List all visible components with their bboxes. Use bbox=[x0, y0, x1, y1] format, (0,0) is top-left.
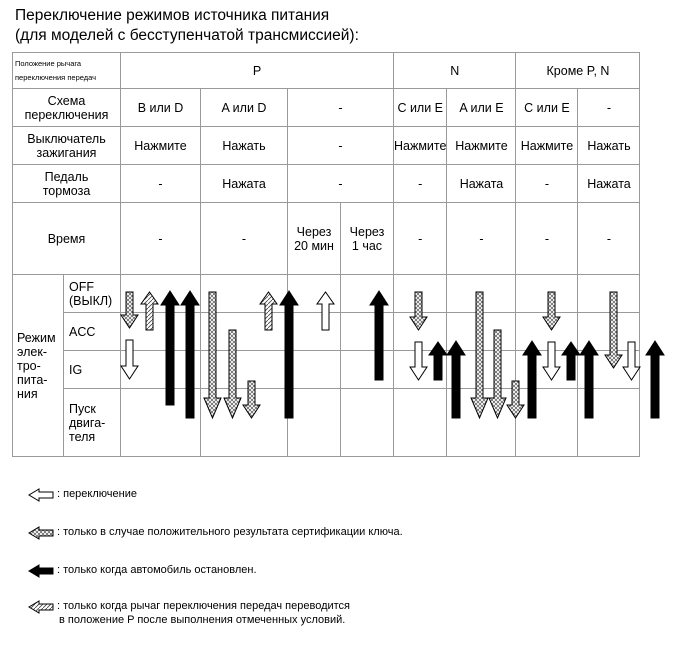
scheme-cell: A или D bbox=[201, 89, 288, 127]
brake-row bbox=[13, 165, 640, 203]
power-mode-label-2: элек- bbox=[17, 344, 47, 359]
scheme-cell: C или E bbox=[394, 89, 447, 127]
scheme-cell: - bbox=[578, 89, 640, 127]
power-mode-label bbox=[13, 275, 64, 457]
brake-label bbox=[13, 165, 121, 203]
header-row bbox=[13, 53, 640, 89]
power-mode-label-4: пита- bbox=[17, 372, 48, 387]
brake-cell: Нажата bbox=[201, 165, 288, 203]
mode-start-row bbox=[13, 389, 640, 457]
mode-ig: IG bbox=[64, 351, 121, 389]
ignition-label bbox=[13, 127, 121, 165]
scheme-cell: - bbox=[288, 89, 394, 127]
mode-off-line-1: OFF bbox=[69, 279, 94, 294]
time-1h-line-1: Через bbox=[349, 224, 385, 239]
time-20min-line-2: 20 мин bbox=[294, 238, 334, 253]
group-p: P bbox=[121, 53, 394, 89]
mode-ig-row bbox=[13, 351, 640, 389]
mode-acc: ACC bbox=[64, 313, 121, 351]
time-cell: - bbox=[447, 203, 516, 275]
legend-key-cert-icon bbox=[27, 526, 57, 540]
ignition-cell: Нажать bbox=[201, 127, 288, 165]
mode-off-row bbox=[13, 275, 640, 313]
legend-lever-p-text-2: в положение P после выполнения отмеченных условий. bbox=[59, 614, 346, 626]
brake-cell: Нажата bbox=[447, 165, 516, 203]
legend-key-cert-text: : только в случае положительного результата сертификации ключа. bbox=[57, 526, 403, 538]
power-mode-label-1: Режим bbox=[17, 330, 56, 345]
mode-start-line-1: Пуск bbox=[69, 401, 96, 416]
power-mode-table bbox=[12, 52, 640, 457]
legend-switch bbox=[27, 488, 427, 504]
time-cell-20min bbox=[288, 203, 341, 275]
legend-lever-p-icon bbox=[27, 600, 57, 614]
time-cell: - bbox=[394, 203, 447, 275]
ignition-cell: Нажмите bbox=[516, 127, 578, 165]
mode-start-line-2: двига- bbox=[69, 415, 106, 430]
brake-cell: - bbox=[121, 165, 201, 203]
mode-off bbox=[64, 275, 121, 313]
ignition-cell: - bbox=[288, 127, 394, 165]
time-cell: - bbox=[578, 203, 640, 275]
time-label: Время bbox=[13, 203, 121, 275]
brake-label-2: тормоза bbox=[42, 183, 91, 198]
scheme-row bbox=[13, 89, 640, 127]
group-n: N bbox=[394, 53, 516, 89]
page-title bbox=[15, 6, 359, 46]
time-20min-line-1: Через bbox=[296, 224, 332, 239]
scheme-label-1: Схема bbox=[47, 93, 86, 108]
mode-acc-row bbox=[13, 313, 640, 351]
power-mode-label-5: ния bbox=[17, 386, 38, 401]
mode-off-line-2: (ВЫКЛ) bbox=[69, 293, 113, 308]
scheme-label bbox=[13, 89, 121, 127]
mode-start bbox=[64, 389, 121, 457]
brake-label-1: Педаль bbox=[44, 169, 89, 184]
ignition-label-1: Выключатель bbox=[27, 131, 106, 146]
brake-cell: - bbox=[516, 165, 578, 203]
ignition-cell: Нажмите bbox=[394, 127, 447, 165]
title-line-1: Переключение режимов источника питания bbox=[15, 7, 330, 24]
scheme-cell: B или D bbox=[121, 89, 201, 127]
corner-line-1: Положение рычага bbox=[15, 58, 82, 68]
ignition-cell: Нажмите bbox=[121, 127, 201, 165]
time-cell: - bbox=[516, 203, 578, 275]
legend-stopped-icon bbox=[27, 564, 57, 578]
legend-switch-text: : переключение bbox=[57, 488, 137, 500]
corner-line-2: переключения передач bbox=[15, 72, 97, 82]
scheme-cell: A или E bbox=[447, 89, 516, 127]
legend-stopped bbox=[27, 564, 427, 580]
legend-lever-p bbox=[27, 600, 507, 630]
group-other: Кроме P, N bbox=[516, 53, 640, 89]
power-mode-label-3: тро- bbox=[17, 358, 41, 373]
scheme-cell: C или E bbox=[516, 89, 578, 127]
brake-cell: - bbox=[288, 165, 394, 203]
scheme-label-2: переключения bbox=[24, 107, 109, 122]
legend-switch-icon bbox=[27, 488, 57, 502]
ignition-label-2: зажигания bbox=[36, 145, 97, 160]
arrow-stopped-up bbox=[646, 341, 664, 418]
time-cell: - bbox=[121, 203, 201, 275]
time-row bbox=[13, 203, 640, 275]
legend-key-cert bbox=[27, 526, 507, 542]
time-1h-line-2: 1 час bbox=[351, 238, 383, 253]
corner-cell bbox=[13, 53, 121, 89]
mode-start-line-3: теля bbox=[69, 429, 96, 444]
time-cell: - bbox=[201, 203, 288, 275]
legend-stopped-text: : только когда автомобиль остановлен. bbox=[57, 564, 257, 576]
title-line-2: (для моделей с бесступенчатой трансмиссией): bbox=[15, 27, 359, 44]
legend-lever-p-text-1: : только когда рычаг переключения передач переводится bbox=[57, 600, 351, 612]
ignition-row bbox=[13, 127, 640, 165]
ignition-cell: Нажмите bbox=[447, 127, 516, 165]
brake-cell: Нажата bbox=[578, 165, 640, 203]
brake-cell: - bbox=[394, 165, 447, 203]
time-cell-1h bbox=[341, 203, 394, 275]
ignition-cell: Нажать bbox=[578, 127, 640, 165]
